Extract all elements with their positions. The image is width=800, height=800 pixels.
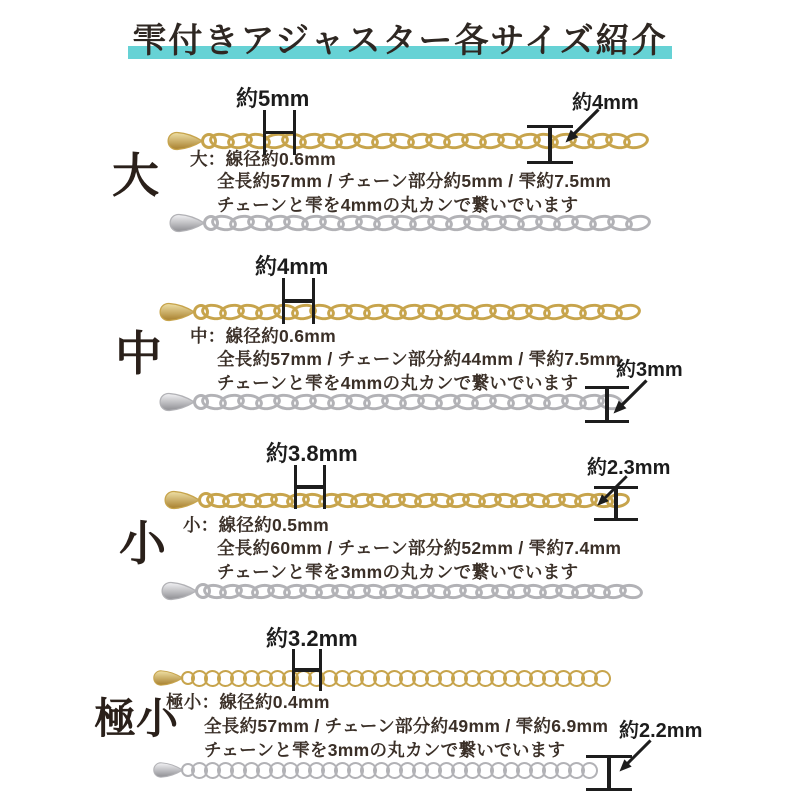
teardrop-charm bbox=[158, 301, 196, 323]
dimension-text: 全長約57mm / チェーン部分約44mm / 雫約7.5mm bbox=[217, 349, 622, 369]
pointer-arrow-icon bbox=[560, 104, 604, 148]
end-link-size-label: 約2.2mm bbox=[619, 720, 703, 742]
link-size-label: 約3.8mm bbox=[266, 441, 358, 466]
pointer-arrow-icon bbox=[592, 473, 632, 509]
size-kanji-label: 大 bbox=[112, 149, 159, 202]
end-link-size-label: 約4mm bbox=[572, 92, 639, 114]
teardrop-charm bbox=[152, 669, 184, 687]
wire-diameter-text: 極小：線径約0.4mm bbox=[166, 692, 330, 712]
teardrop-charm bbox=[163, 489, 201, 511]
jumpring-text: チェーンと雫を3mmの丸カンで繋いでいます bbox=[217, 562, 579, 582]
wire-diameter-text: 大：線径約0.6mm bbox=[190, 149, 336, 169]
size-kanji-label: 中 bbox=[115, 327, 162, 380]
teardrop-charm bbox=[152, 761, 184, 779]
dimension-text: 全長約60mm / チェーン部分約52mm / 雫約7.4mm bbox=[217, 538, 622, 558]
end-link-size-label: 約3mm bbox=[616, 359, 683, 381]
silver-chain-photo bbox=[152, 761, 598, 779]
link-size-label: 約4mm bbox=[255, 254, 329, 279]
link-size-label: 約3.2mm bbox=[266, 626, 358, 651]
teardrop-charm bbox=[168, 212, 206, 234]
gold-chain-photo bbox=[158, 301, 641, 323]
teardrop-charm bbox=[158, 391, 196, 413]
page-title: 雫付きアジャスター各サイズ紹介 bbox=[132, 22, 668, 60]
jumpring-text: チェーンと雫を3mmの丸カンで繋いでいます bbox=[204, 740, 566, 760]
gold-chain-photo bbox=[152, 669, 611, 687]
size-kanji-label: 小 bbox=[119, 517, 166, 570]
dimension-text: 全長約57mm / チェーン部分約49mm / 雫約6.9mm bbox=[204, 716, 609, 736]
end-link-size-label: 約2.3mm bbox=[587, 457, 671, 479]
chain-link bbox=[618, 582, 644, 601]
pointer-arrow-icon bbox=[612, 737, 658, 775]
wire-diameter-text: 小：線径約0.5mm bbox=[183, 515, 329, 535]
chain-link bbox=[593, 668, 612, 687]
link-measure-bracket bbox=[263, 110, 296, 155]
dimension-text: 全長約57mm / チェーン部分約5mm / 雫約7.5mm bbox=[217, 171, 612, 191]
link-measure-bracket bbox=[294, 465, 326, 509]
gold-chain-photo bbox=[163, 489, 630, 511]
link-measure-bracket bbox=[292, 649, 322, 691]
link-measure-bracket bbox=[282, 278, 315, 324]
jumpring-text: チェーンと雫を4mmの丸カンで繋いでいます bbox=[217, 373, 579, 393]
jumpring-text: チェーンと雫を4mmの丸カンで繋いでいます bbox=[217, 195, 579, 215]
teardrop-charm bbox=[160, 580, 198, 602]
pointer-arrow-icon bbox=[608, 376, 652, 418]
link-size-label: 約5mm bbox=[236, 86, 310, 111]
size-kanji-label: 極小 bbox=[94, 695, 179, 742]
wire-diameter-text: 中：線径約0.6mm bbox=[190, 326, 336, 346]
